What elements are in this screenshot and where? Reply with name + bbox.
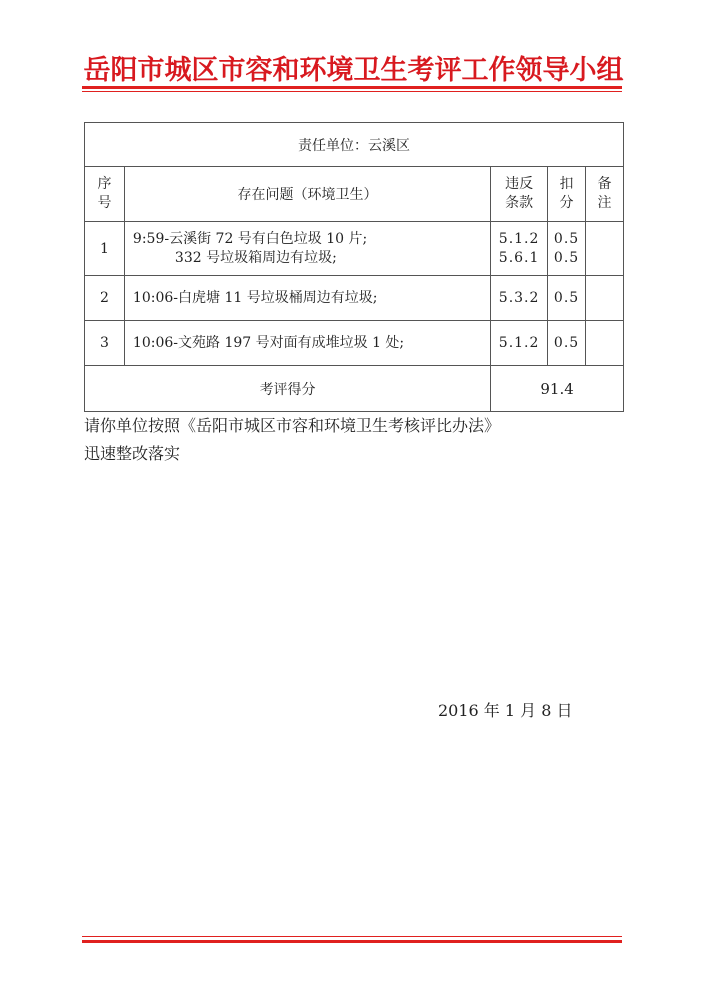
- row-deduct: 0.5: [548, 276, 586, 321]
- header-deduct-line1: 扣: [559, 176, 574, 192]
- row-remark: [586, 222, 624, 276]
- row-remark: [586, 276, 624, 321]
- inspection-table: [84, 122, 624, 412]
- clause-line: 5.6.1: [498, 249, 540, 266]
- table-row: [85, 321, 624, 366]
- header-clause-line1: 违反: [505, 176, 534, 192]
- notice-line-2: 迅速整改落实: [84, 444, 181, 463]
- row-clause: [491, 222, 548, 276]
- score-value: 91.4: [491, 366, 624, 412]
- row-clause: 5.1.2: [491, 321, 548, 366]
- row-deduct: [548, 222, 586, 276]
- header-deduct-line2: 分: [559, 195, 574, 211]
- responsible-unit: 责任单位：云溪区: [85, 123, 624, 167]
- header-remark: [586, 167, 624, 222]
- header-seq-line1: 序: [97, 176, 112, 192]
- issue-line: 332 号垃圾箱周边有垃圾;: [174, 249, 337, 266]
- header-clause-line2: 条款: [505, 195, 534, 211]
- header-clause: [491, 167, 548, 222]
- clause-line: 5.1.2: [498, 230, 540, 247]
- footer-rule-thin: [82, 936, 622, 937]
- table-row: [85, 222, 624, 276]
- header-rule-thick: [82, 86, 622, 89]
- deduct-line: 0.5: [553, 230, 580, 247]
- row-seq: 3: [85, 321, 125, 366]
- row-seq: 2: [85, 276, 125, 321]
- header-issue: 存在问题（环境卫生）: [124, 167, 490, 222]
- row-remark: [586, 321, 624, 366]
- document-title: 岳阳市城区市容和环境卫生考评工作领导小组: [83, 55, 624, 86]
- notice-line-1: 请你单位按照《岳阳市城区市容和环境卫生考核评比办法》: [84, 416, 501, 435]
- header-rule-thin: [82, 91, 622, 92]
- header-remark-line2: 注: [597, 195, 612, 211]
- rectification-notice: [84, 412, 644, 468]
- issue-line: 9:59-云溪街 72 号有白色垃圾 10 片;: [132, 230, 368, 247]
- row-seq: 1: [85, 222, 125, 276]
- row-deduct: 0.5: [548, 321, 586, 366]
- header-remark-line1: 备: [597, 176, 612, 192]
- issue-date: 2016 年 1 月 8 日: [438, 701, 573, 720]
- header-deduct: [548, 167, 586, 222]
- row-issue: [124, 222, 490, 276]
- row-issue: 10:06-文苑路 197 号对面有成堆垃圾 1 处;: [124, 321, 490, 366]
- header-seq: [85, 167, 125, 222]
- row-issue: 10:06-白虎塘 11 号垃圾桶周边有垃圾;: [124, 276, 490, 321]
- header-seq-line2: 号: [97, 195, 112, 211]
- row-clause: 5.3.2: [491, 276, 548, 321]
- deduct-line: 0.5: [553, 249, 580, 266]
- footer-rule-thick: [82, 940, 622, 943]
- score-label: 考评得分: [85, 366, 491, 412]
- table-row: [85, 276, 624, 321]
